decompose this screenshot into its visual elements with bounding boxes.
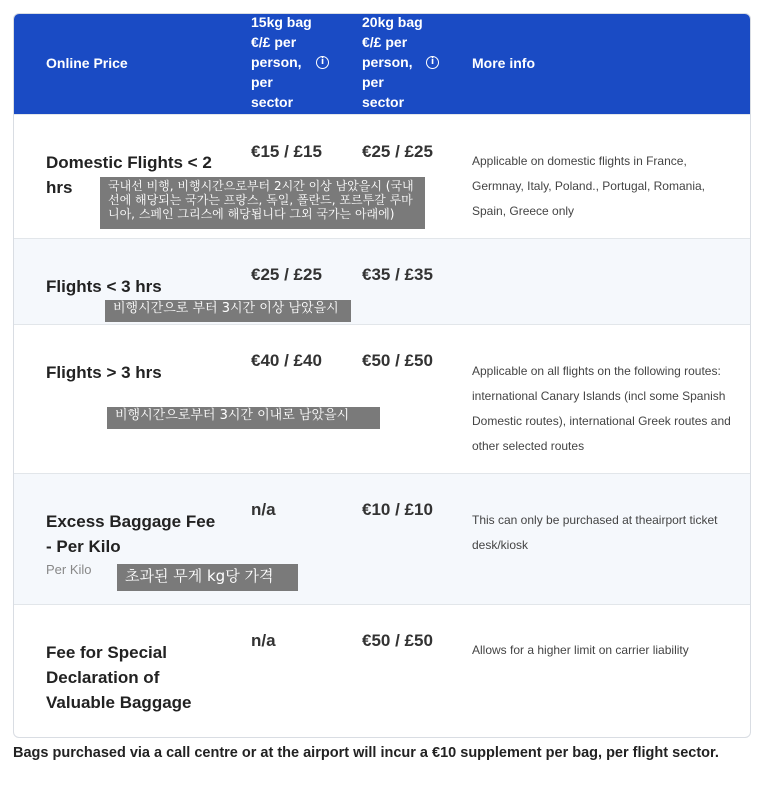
info-icon[interactable]: i [316, 56, 329, 69]
price-20kg: €10 / £10 [362, 500, 433, 519]
table-row [14, 238, 751, 324]
korean-annotation: 비행시간으로 부터 3시간 이상 남았을시 [105, 300, 351, 322]
header-online-price: Online Price [46, 55, 128, 71]
price-20kg: €50 / £50 [362, 631, 433, 650]
table-row [14, 604, 751, 738]
table-row [14, 324, 751, 473]
more-info-text: Allows for a higher limit on carrier liability [472, 643, 689, 657]
price-15kg: €25 / £25 [251, 265, 322, 284]
korean-annotation: 초과된 무게 kg당 가격 [117, 564, 298, 591]
korean-annotation: 국내선 비행, 비행시간으로부터 2시간 이상 남았을시 (국내선에 해당되는 국가는 프랑스, 독일, 폴란드, 포르투갈 루마니아, 스페인 그리스에 해당됩니다 그외 국가는 아래에) [100, 177, 425, 229]
more-info-text: Applicable on all flights on the following routes: international Canary Islands (incl some Spanish Domestic routes), international Greek routes and other selected routes [472, 364, 731, 453]
route-label: Excess Baggage Fee - Per Kilo [46, 512, 216, 556]
price-15kg: €15 / £15 [251, 142, 322, 161]
header-more-info: More info [472, 55, 535, 71]
table-row [14, 473, 751, 604]
route-label: Fee for Special Declaration of Valuable Baggage [46, 643, 192, 712]
header-20kg: 20kg bag €/£ per person, per sector [362, 14, 423, 110]
table-row [14, 114, 751, 238]
baggage-price-table [13, 13, 751, 738]
route-label: Flights > 3 hrs [46, 363, 162, 382]
price-20kg: €25 / £25 [362, 142, 433, 161]
more-info-text: Applicable on domestic flights in France, Germnay, Italy, Poland., Portugal, Romania, Spain, Greece only [472, 154, 705, 218]
price-15kg: €40 / £40 [251, 351, 322, 370]
price-20kg: €35 / £35 [362, 265, 433, 284]
per-kilo-sublabel: Per Kilo [46, 562, 92, 577]
price-20kg: €50 / £50 [362, 351, 433, 370]
price-15kg: n/a [251, 631, 276, 650]
korean-annotation: 비행시간으로부터 3시간 이내로 남았을시 [107, 407, 380, 429]
footnote: Bags purchased via a call centre or at the airport will incur a €10 supplement per bag, per flight sector. [13, 745, 719, 761]
info-icon[interactable]: i [426, 56, 439, 69]
route-label: Flights < 3 hrs [46, 277, 162, 296]
table-header [14, 14, 751, 114]
route-label: Domestic Flights < 2 hrs [46, 153, 212, 197]
more-info-text: This can only be purchased at theairport ticket desk/kiosk [472, 513, 718, 552]
price-15kg: n/a [251, 500, 276, 519]
header-15kg: 15kg bag €/£ per person, per sector [251, 14, 312, 110]
